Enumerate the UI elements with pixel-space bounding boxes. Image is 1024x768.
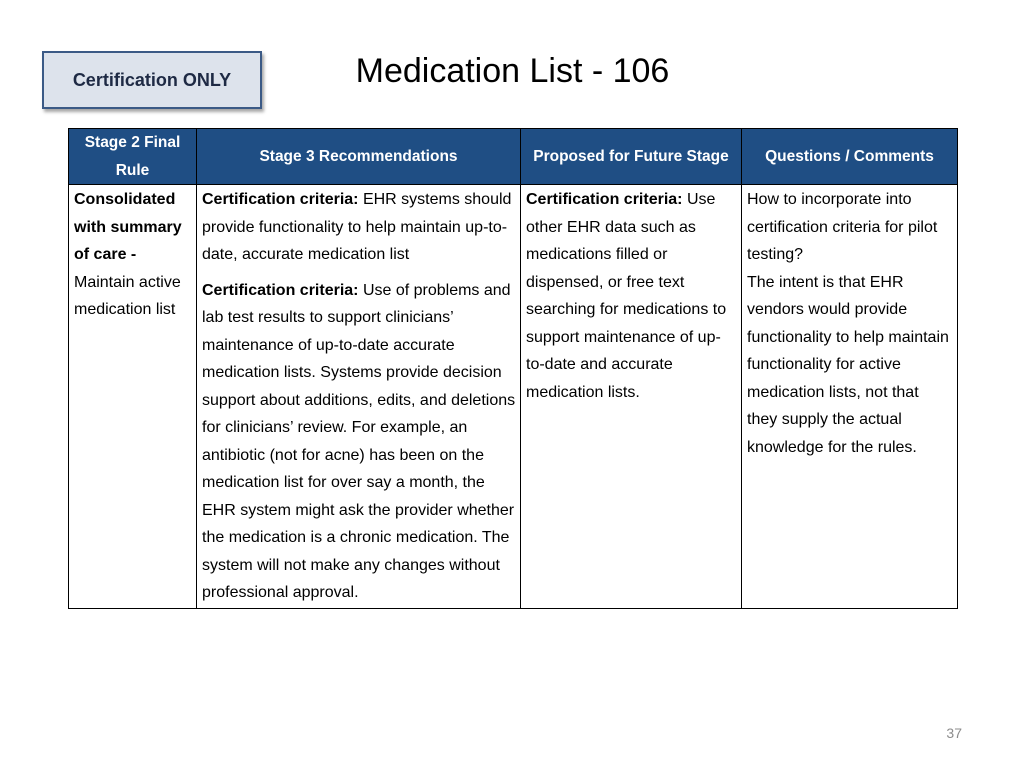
table-header-row <box>69 129 958 185</box>
cell-stage3 <box>197 185 521 609</box>
table-row <box>69 185 958 609</box>
stage3-paragraph-2 <box>202 277 516 607</box>
stage2-text: Maintain active medication list <box>74 273 181 318</box>
future-label: Certification criteria: <box>526 191 683 208</box>
future-text: Use other EHR data such as medications filled or dispensed, or free text searching for medications to support maintenance of up-to-date and accurate medication lists. <box>526 191 727 401</box>
header-questions-comments: Questions / Comments <box>742 129 958 185</box>
stage2-bold-text: Consolidated with summary of care - <box>74 191 182 263</box>
stage3-paragraph-1 <box>202 186 516 269</box>
comments-line-2: The intent is that EHR vendors would provide functionality to help maintain functionality for active medication lists, not that they supply the actual knowledge for the rules. <box>747 273 949 456</box>
cell-comments <box>742 185 958 609</box>
header-proposed-future-stage: Proposed for Future Stage <box>521 129 742 185</box>
stage3-p1-label: Certification criteria: <box>202 191 359 208</box>
stage3-p2-label: Certification criteria: <box>202 281 359 299</box>
stage3-p1-text: EHR systems should provide functionality to help maintain up-to-date, accurate medication list <box>202 191 512 263</box>
cell-future-stage <box>521 185 742 609</box>
comments-line-1: How to incorporate into certification criteria for pilot testing? <box>747 191 938 263</box>
certification-only-label: Certification ONLY <box>72 69 232 90</box>
stage3-p2-text: Use of problems and lab test results to support clinicians’ maintenance of up-to-date accurate medication lists. Systems provide decision support about additions, edits, and deletions for clinicians’ review. For example, an antibiotic (not for acne) has been on the medication list for over say a month, the EHR system might ask the provider whether the medication is a chronic medication. The system will not make any changes without professional approval. <box>202 281 516 601</box>
header-stage2-final-rule: Stage 2 Final Rule <box>69 129 197 185</box>
cell-stage2 <box>69 185 197 609</box>
page-number: 37 <box>946 725 962 741</box>
certification-only-badge <box>42 51 262 109</box>
page-title: Medication List - 106 <box>355 52 670 90</box>
header-stage3-recommendations: Stage 3 Recommendations <box>197 129 521 185</box>
medication-list-table <box>68 128 958 609</box>
